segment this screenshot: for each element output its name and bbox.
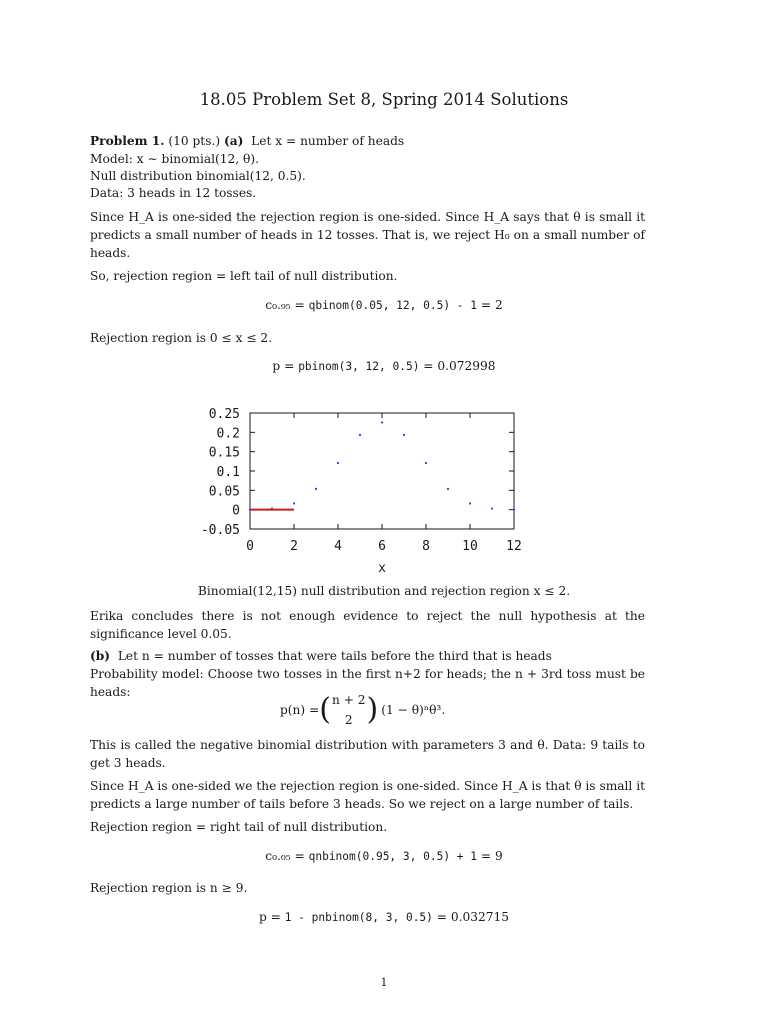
part-b-tail-line: Rejection region = right tail of null distribution. bbox=[90, 820, 388, 834]
conclusion-paragraph: Erika concludes there is not enough evidence to reject the null hypothesis at the significance level 0.05. bbox=[90, 609, 645, 641]
one-sided-paragraph: Since H_A is one-sided the rejection region is one-sided. Since H_A says that θ is small it predicts a small number of heads in 12 tosses. That is, we reject H₀ on a small number of heads. bbox=[90, 210, 645, 260]
part-b-definition: Let n = number of tosses that were tails before the third that is heads bbox=[117, 649, 552, 663]
part-b-critical-value-equation bbox=[0, 849, 768, 863]
rejection-region-line: Rejection region is 0 ≤ x ≤ 2. bbox=[90, 331, 273, 345]
x-tick-label: 6 bbox=[378, 539, 386, 554]
part-b-intro-line bbox=[90, 647, 552, 665]
negative-binomial-paragraph: This is called the negative binomial distribution with parameters 3 and θ. Data: 9 tails to get 3 heads. bbox=[90, 738, 645, 770]
x-tick-label: 8 bbox=[422, 539, 430, 554]
binom-bottom: 2 bbox=[344, 713, 353, 727]
y-tick-label: 0.15 bbox=[208, 445, 240, 461]
problem-points: (10 pts.) bbox=[168, 134, 221, 148]
chart-caption: Binomial(12,15) null distribution and rejection region x ≤ 2. bbox=[197, 584, 571, 598]
data-point bbox=[469, 502, 471, 504]
p-label: p = bbox=[272, 359, 299, 373]
problem-heading: Problem 1. bbox=[90, 134, 165, 148]
y-tick-label: 0 bbox=[232, 503, 240, 519]
data-point bbox=[249, 508, 251, 510]
rejection-tail-line: So, rejection region = left tail of null distribution. bbox=[90, 269, 398, 283]
data-point bbox=[491, 507, 493, 509]
probability-model-paragraph: Probability model: Choose two tosses in the first n+2 for heads; the n + 3rd toss must be heads: bbox=[90, 667, 645, 699]
y-tick-label: 0.2 bbox=[216, 426, 240, 442]
data-point bbox=[315, 488, 317, 490]
part-b-label: (b) bbox=[90, 649, 111, 663]
part-b-rejection-region-line: Rejection region is n ≥ 9. bbox=[90, 881, 248, 895]
x-tick-label: 2 bbox=[290, 539, 298, 554]
y-tick-label: 0.05 bbox=[208, 484, 240, 500]
p-label-b: p = bbox=[258, 910, 285, 924]
formula-rhs: (1 − θ)ⁿθ³. bbox=[381, 703, 446, 717]
p-value-b: = 0.032715 bbox=[432, 910, 510, 924]
part-a-label: (a) bbox=[223, 134, 244, 148]
data-point bbox=[425, 462, 427, 464]
c-code-b: qnbinom(0.95, 3, 0.5) + 1 bbox=[308, 850, 477, 863]
right-paren: ) bbox=[366, 692, 379, 727]
plot-frame bbox=[250, 413, 514, 529]
data-point bbox=[337, 462, 339, 464]
formula-lhs: p(n) = bbox=[280, 703, 320, 717]
data-point bbox=[381, 421, 383, 423]
page-number: 1 bbox=[380, 976, 388, 989]
page-title: 18.05 Problem Set 8, Spring 2014 Solutions bbox=[199, 90, 569, 109]
part-a-definition: Let x = number of heads bbox=[251, 134, 405, 148]
y-tick-label: 0.1 bbox=[216, 465, 240, 480]
c-code: qbinom(0.05, 12, 0.5) - 1 bbox=[308, 299, 477, 312]
data-point bbox=[403, 434, 405, 436]
data-point bbox=[293, 502, 295, 504]
p-code-b: 1 - pnbinom(8, 3, 0.5) bbox=[284, 911, 433, 924]
x-tick-label: 0 bbox=[246, 539, 254, 554]
c-value-b: = 9 bbox=[477, 849, 503, 863]
x-tick-label: 10 bbox=[462, 539, 478, 554]
c-label: c₀.₉₅ = bbox=[265, 298, 309, 312]
left-paren: ( bbox=[319, 692, 331, 727]
y-tick-label: -0.05 bbox=[200, 523, 240, 538]
c-value: = 2 bbox=[477, 298, 503, 312]
p-value: = 0.072998 bbox=[419, 359, 496, 373]
c-label-b: c₀.₀₅ = bbox=[265, 849, 309, 863]
null-distribution-line: Null distribution binomial(12, 0.5). bbox=[90, 169, 306, 183]
x-axis-label: x bbox=[378, 561, 386, 576]
pmf-formula-table bbox=[280, 690, 445, 730]
data-line: Data: 3 heads in 12 tosses. bbox=[90, 186, 257, 200]
part-b-p-value-equation bbox=[0, 910, 768, 924]
binomial-coefficient bbox=[331, 690, 367, 730]
x-tick-label: 4 bbox=[334, 539, 342, 554]
part-b-one-sided-paragraph: Since H_A is one-sided we the rejection region is one-sided. Since H_A is that θ is small it predicts a large number of tails before 3 heads. So we reject on a large number of tails. bbox=[90, 779, 645, 811]
x-tick-label: 12 bbox=[506, 539, 522, 554]
data-point bbox=[513, 508, 515, 510]
binom-top: n + 2 bbox=[331, 693, 366, 707]
p-code: pbinom(3, 12, 0.5) bbox=[298, 360, 420, 373]
data-point bbox=[271, 507, 273, 509]
data-point bbox=[359, 434, 361, 436]
pmf-formula bbox=[280, 690, 445, 736]
data-point bbox=[447, 488, 449, 490]
y-tick-label: 0.25 bbox=[208, 407, 240, 422]
model-line: Model: x ∼ binomial(12, θ). bbox=[90, 152, 260, 166]
